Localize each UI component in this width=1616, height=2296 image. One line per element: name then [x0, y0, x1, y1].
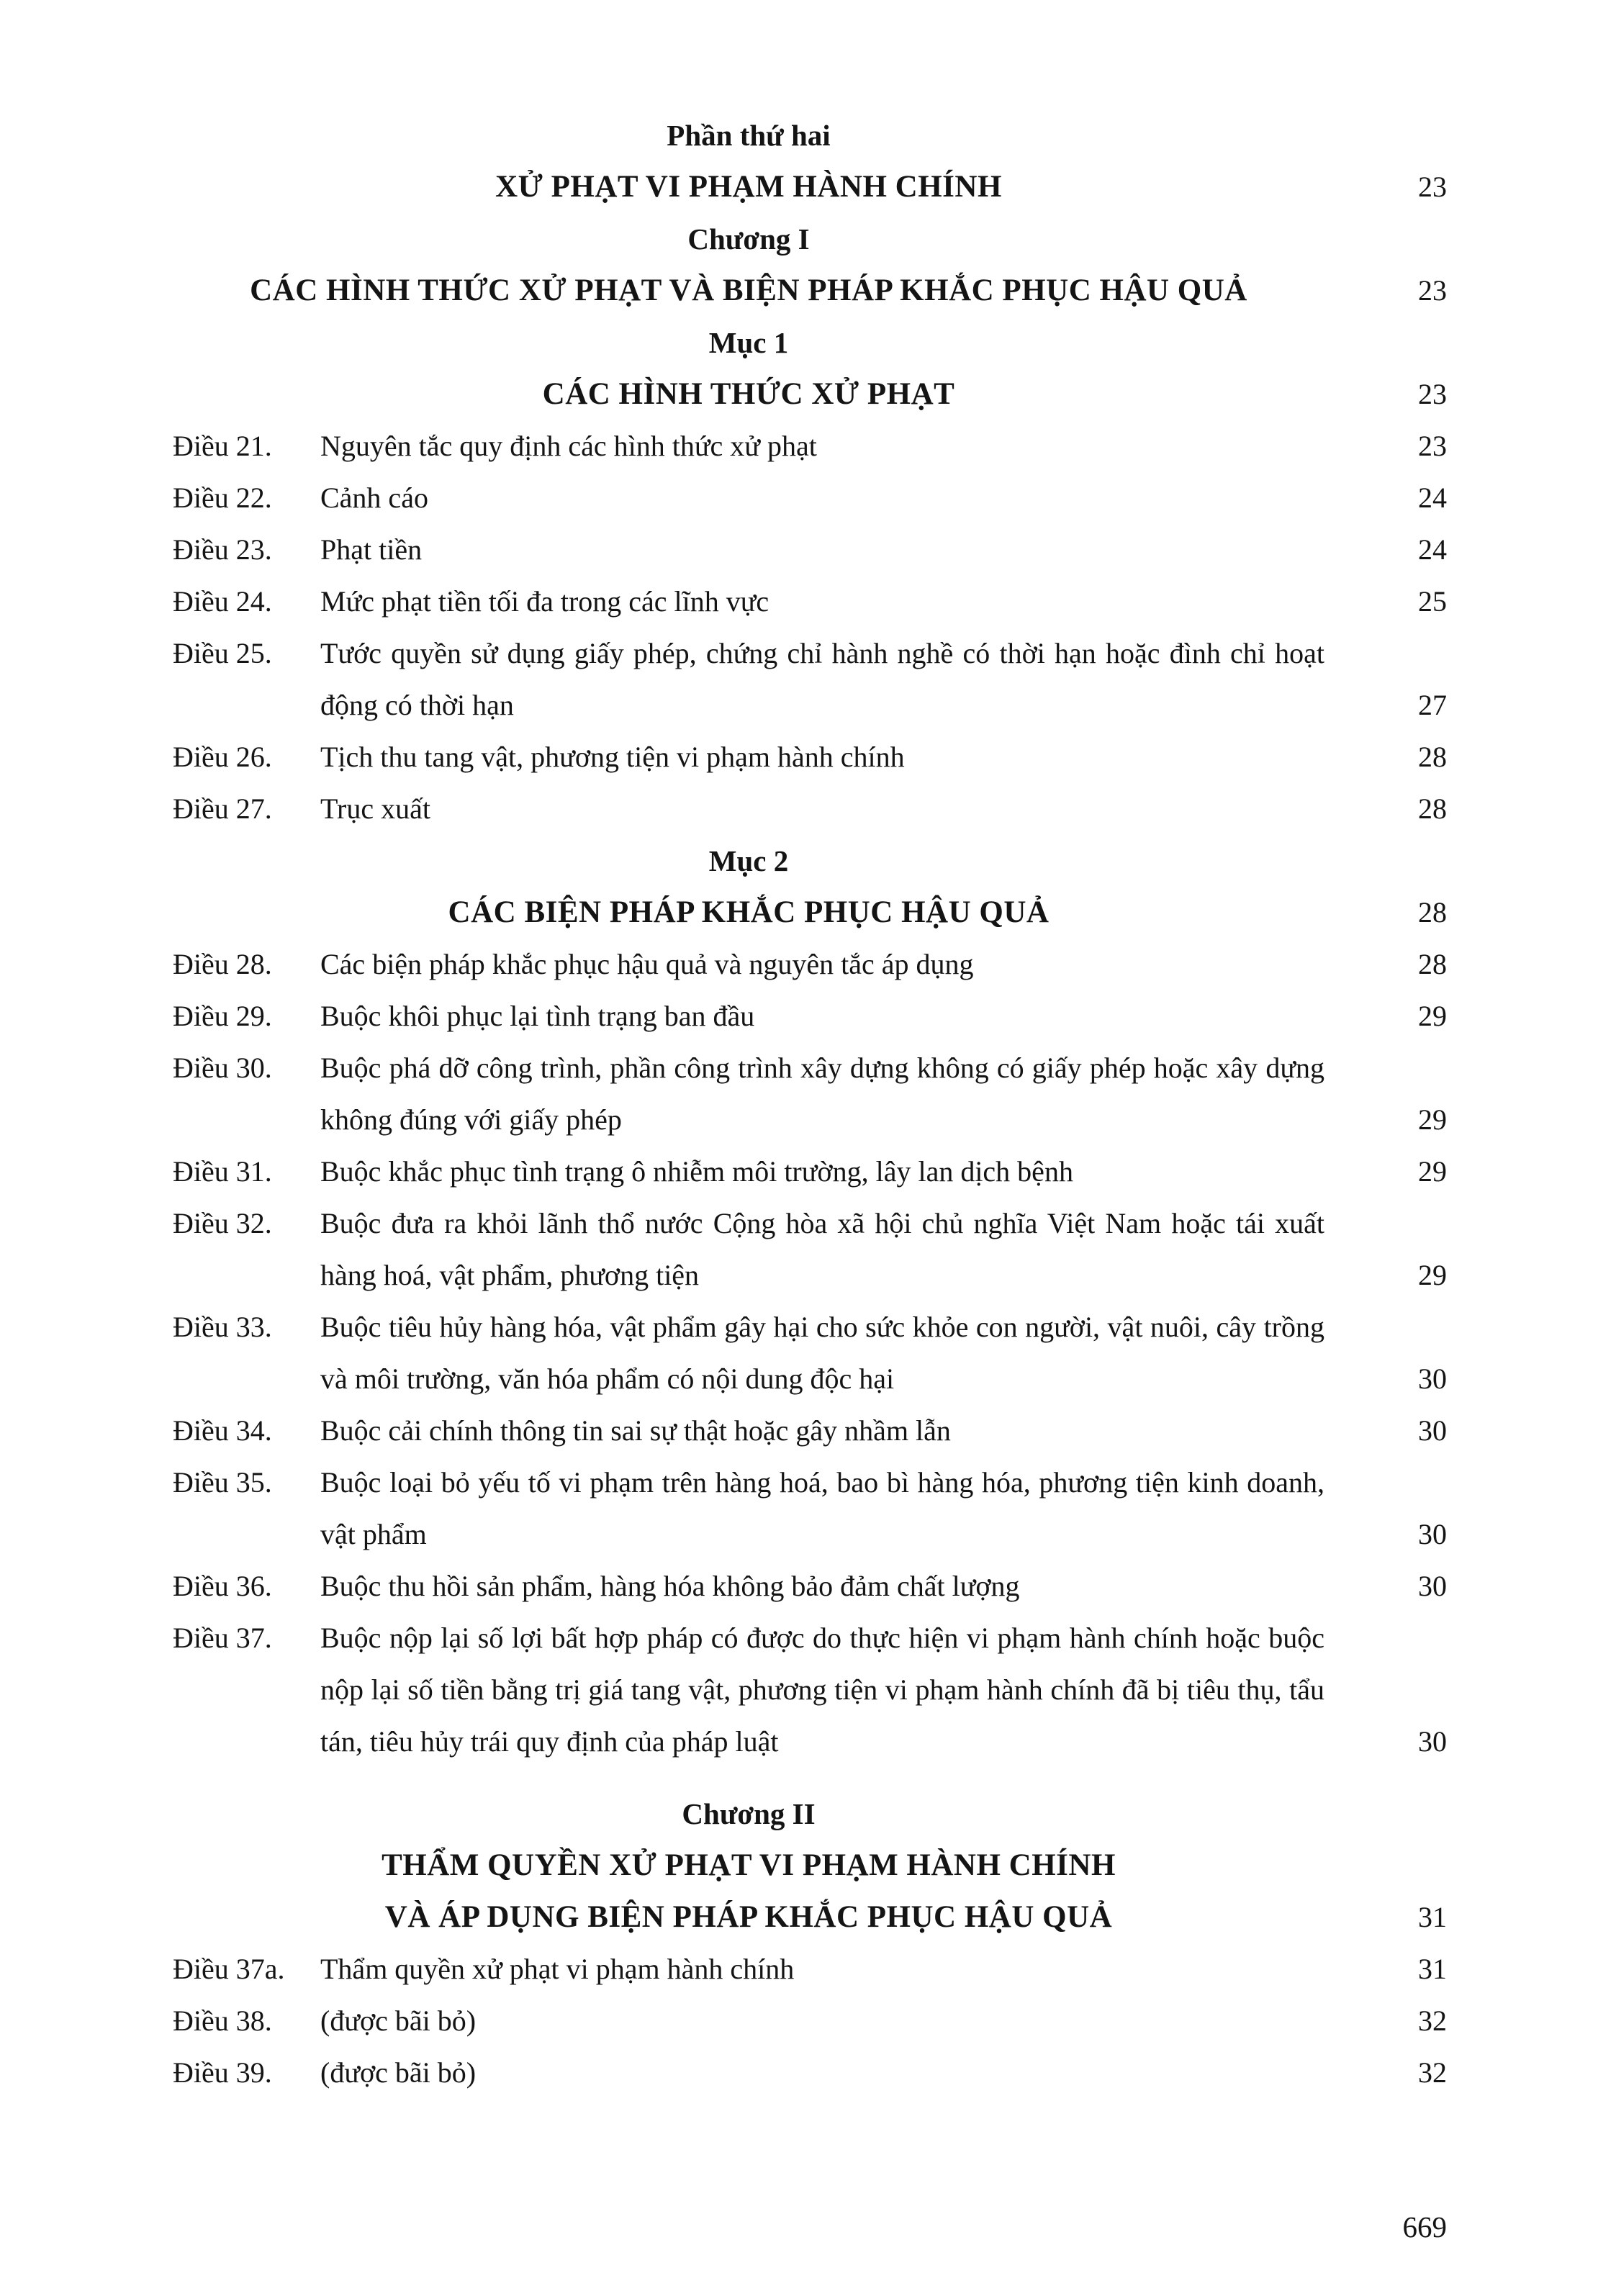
toc-entry-label: Điều 36. [173, 1570, 272, 1602]
toc-entry-main [173, 1042, 1324, 1146]
toc-entry-label: Điều 35. [173, 1466, 272, 1499]
toc-entry [173, 1146, 1447, 1198]
toc-heading [173, 317, 1447, 369]
toc-heading-text [173, 161, 1324, 213]
toc-entry-title: Buộc phá dỡ công trình, phần công trình xây dựng không có giấy phép hoặc xây dựng không đúng với giấy phép [320, 1052, 1324, 1136]
toc-entry-label: Điều 31. [173, 1155, 272, 1188]
toc-entry-label: Điều 26. [173, 741, 272, 773]
toc-entry-title: Nguyên tắc quy định các hình thức xử phạt [320, 430, 817, 462]
toc-entry-page-number: 30 [1418, 1362, 1447, 1395]
toc-heading [173, 161, 1447, 213]
toc-entry-page-number: 29 [1418, 1155, 1447, 1188]
toc-entry-label: Điều 22. [173, 482, 272, 514]
toc-entry-title: Buộc loại bỏ yếu tố vi phạm trên hàng hoá, bao bì hàng hóa, phương tiện kinh doanh, vật phẩm [320, 1466, 1324, 1550]
toc-heading-line: VÀ ÁP DỤNG BIỆN PHÁP KHẮC PHỤC HẬU QUẢ [384, 1900, 1113, 1934]
toc-heading [173, 369, 1447, 420]
toc-entry-page-number: 30 [1418, 1725, 1447, 1758]
toc-entry [173, 420, 1447, 472]
toc-entry [173, 1560, 1447, 1612]
toc-entry-title: Tịch thu tang vật, phương tiện vi phạm hành chính [320, 741, 905, 773]
toc-entry-label: Điều 37. [173, 1622, 272, 1654]
toc-entry-label: Điều 21. [173, 430, 272, 462]
toc-entry-main [173, 990, 1324, 1042]
toc-entry-page-number: 23 [1418, 430, 1447, 462]
toc-heading-line: CÁC HÌNH THỨC XỬ PHẠT [542, 377, 955, 411]
toc-entry-page-number: 28 [1418, 741, 1447, 773]
toc-entry-main [173, 472, 1324, 524]
toc-entry-page-number: 32 [1418, 2056, 1447, 2089]
toc-entry [173, 1301, 1447, 1405]
toc-entry-title: Buộc nộp lại số lợi bất hợp pháp có được do thực hiện vi phạm hành chính hoặc buộc nộp lại số tiền bằng trị giá tang vật, phương tiện vi phạm hành chính đã bị tiêu thụ, tẩu tán, tiêu hủy trái quy định của pháp luật [320, 1622, 1324, 1758]
toc-heading-page-number: 28 [1418, 896, 1447, 928]
toc-entry-page-number: 28 [1418, 948, 1447, 980]
toc-entry-title: Thẩm quyền xử phạt vi phạm hành chính [320, 1953, 795, 1985]
toc-entry-title: Phạt tiền [320, 533, 423, 566]
toc-entry-page-number: 30 [1418, 1414, 1447, 1447]
toc-entry-page-number: 25 [1418, 585, 1447, 618]
toc-entry-main [173, 1301, 1324, 1405]
toc-heading-line: Mục 2 [708, 844, 789, 877]
toc-entry [173, 524, 1447, 576]
toc-entry-label: Điều 32. [173, 1207, 272, 1239]
toc-entry-title: Cảnh cáo [320, 482, 428, 514]
toc-heading-line: Chương II [682, 1797, 816, 1830]
toc-entry [173, 1612, 1447, 1768]
toc-entry-title: Buộc khắc phục tình trạng ô nhiễm môi trường, lây lan dịch bệnh [320, 1155, 1073, 1188]
toc-entry-page-number: 29 [1418, 1000, 1447, 1032]
toc-heading-text [173, 369, 1324, 420]
toc-entry-label: Điều 39. [173, 2056, 272, 2089]
toc-entry [173, 939, 1447, 990]
toc-entry-title: (được bãi bỏ) [320, 2005, 477, 2037]
toc-entry-main [173, 628, 1324, 731]
toc-entry-main [173, 1612, 1324, 1768]
folio-page-number: 669 [1402, 2210, 1447, 2243]
toc-entry-main [173, 1457, 1324, 1560]
toc-heading-page-number: 23 [1418, 378, 1447, 410]
toc-entry-page-number: 30 [1418, 1570, 1447, 1602]
toc-entry-main [173, 1995, 1324, 2047]
toc-heading-text [173, 887, 1324, 939]
toc-entry-main [173, 576, 1324, 628]
toc-entry-page-number: 24 [1418, 533, 1447, 566]
toc-entry-title: Buộc tiêu hủy hàng hóa, vật phẩm gây hại cho sức khỏe con người, vật nuôi, cây trồng và môi trường, văn hóa phẩm có nội dung độc hại [320, 1311, 1324, 1395]
toc-entry-main [173, 1146, 1324, 1198]
toc-entry-title: Các biện pháp khắc phục hậu quả và nguyên tắc áp dụng [320, 948, 974, 980]
toc-heading [173, 1788, 1447, 1840]
toc-entry [173, 1995, 1447, 2047]
toc-heading [173, 213, 1447, 265]
toc-entry-main [173, 939, 1324, 990]
toc-entry [173, 1042, 1447, 1146]
toc-entry [173, 1405, 1447, 1457]
toc-entry-label: Điều 30. [173, 1052, 272, 1084]
toc-entry-label: Điều 34. [173, 1414, 272, 1447]
toc-entry-label: Điều 37a. [173, 1953, 285, 1985]
toc-entry [173, 2047, 1447, 2099]
toc-heading-text [173, 1840, 1324, 1943]
toc-heading-text [173, 265, 1324, 317]
toc-entry-page-number: 24 [1418, 482, 1447, 514]
toc-entry-title: Buộc thu hồi sản phẩm, hàng hóa không bảo đảm chất lượng [320, 1570, 1020, 1602]
toc-heading-text [173, 317, 1324, 369]
toc-entry-label: Điều 24. [173, 585, 272, 618]
toc-entry-label: Điều 38. [173, 2005, 272, 2037]
toc-heading-line: CÁC BIỆN PHÁP KHẮC PHỤC HẬU QUẢ [448, 895, 1050, 929]
toc-entry-title: Trục xuất [320, 792, 430, 825]
toc-heading-line: XỬ PHẠT VI PHẠM HÀNH CHÍNH [495, 170, 1002, 204]
toc-entry-label: Điều 29. [173, 1000, 272, 1032]
toc-entry [173, 1943, 1447, 1995]
toc-heading-page-number: 23 [1418, 274, 1447, 307]
toc-heading-text [173, 1788, 1324, 1840]
toc-heading-line: Phần thứ hai [667, 119, 831, 152]
toc-entry [173, 783, 1447, 835]
toc-entry-title: Buộc cải chính thông tin sai sự thật hoặc gây nhầm lẫn [320, 1414, 951, 1447]
toc-entry [173, 1457, 1447, 1560]
toc-entry-label: Điều 27. [173, 792, 272, 825]
toc-entry-title: (được bãi bỏ) [320, 2056, 477, 2089]
toc-heading-page-number: 23 [1418, 171, 1447, 203]
toc-heading [173, 265, 1447, 317]
table-of-contents [173, 109, 1447, 2099]
toc-entry-main [173, 1943, 1324, 1995]
toc-heading-text [173, 213, 1324, 265]
toc-entry [173, 576, 1447, 628]
toc-entry-main [173, 1198, 1324, 1301]
toc-heading-text [173, 835, 1324, 887]
toc-entry-title: Buộc khôi phục lại tình trạng ban đầu [320, 1000, 755, 1032]
toc-entry [173, 1198, 1447, 1301]
toc-entry-main [173, 783, 1324, 835]
toc-heading [173, 887, 1447, 939]
toc-heading-line: THẨM QUYỀN XỬ PHẠT VI PHẠM HÀNH CHÍNH [382, 1848, 1116, 1882]
toc-entry-main [173, 731, 1324, 783]
toc-entry-label: Điều 23. [173, 533, 272, 566]
toc-entry [173, 731, 1447, 783]
toc-heading-text [173, 109, 1324, 161]
toc-entry-main [173, 420, 1324, 472]
toc-entry-title: Buộc đưa ra khỏi lãnh thổ nước Cộng hòa xã hội chủ nghĩa Việt Nam hoặc tái xuất hàng hoá, vật phẩm, phương tiện [320, 1207, 1324, 1291]
toc-entry-label: Điều 28. [173, 948, 272, 980]
toc-heading-line: Chương I [687, 222, 810, 256]
toc-entry-title: Mức phạt tiền tối đa trong các lĩnh vực [320, 585, 769, 618]
toc-entry-page-number: 32 [1418, 2005, 1447, 2037]
toc-entry-page-number: 29 [1418, 1103, 1447, 1136]
toc-entry-page-number: 27 [1418, 689, 1447, 721]
toc-entry [173, 990, 1447, 1042]
toc-entry-label: Điều 33. [173, 1311, 272, 1343]
toc-entry-page-number: 31 [1418, 1953, 1447, 1985]
toc-entry-main [173, 2047, 1324, 2099]
toc-heading-line: Mục 1 [708, 326, 789, 359]
toc-heading [173, 109, 1447, 161]
toc-entry [173, 628, 1447, 731]
toc-entry-page-number: 29 [1418, 1259, 1447, 1291]
toc-heading-page-number: 31 [1418, 1901, 1447, 1933]
toc-heading-line: CÁC HÌNH THỨC XỬ PHẠT VÀ BIỆN PHÁP KHẮC PHỤC HẬU QUẢ [250, 274, 1247, 307]
toc-entry-page-number: 28 [1418, 792, 1447, 825]
toc-entry-page-number: 30 [1418, 1518, 1447, 1550]
toc-entry-main [173, 524, 1324, 576]
toc-entry-label: Điều 25. [173, 637, 272, 669]
toc-heading [173, 1840, 1447, 1943]
toc-entry [173, 472, 1447, 524]
toc-entry-title: Tước quyền sử dụng giấy phép, chứng chỉ hành nghề có thời hạn hoặc đình chỉ hoạt động có thời hạn [320, 637, 1324, 721]
toc-heading [173, 835, 1447, 887]
toc-entry-main [173, 1560, 1324, 1612]
toc-entry-main [173, 1405, 1324, 1457]
